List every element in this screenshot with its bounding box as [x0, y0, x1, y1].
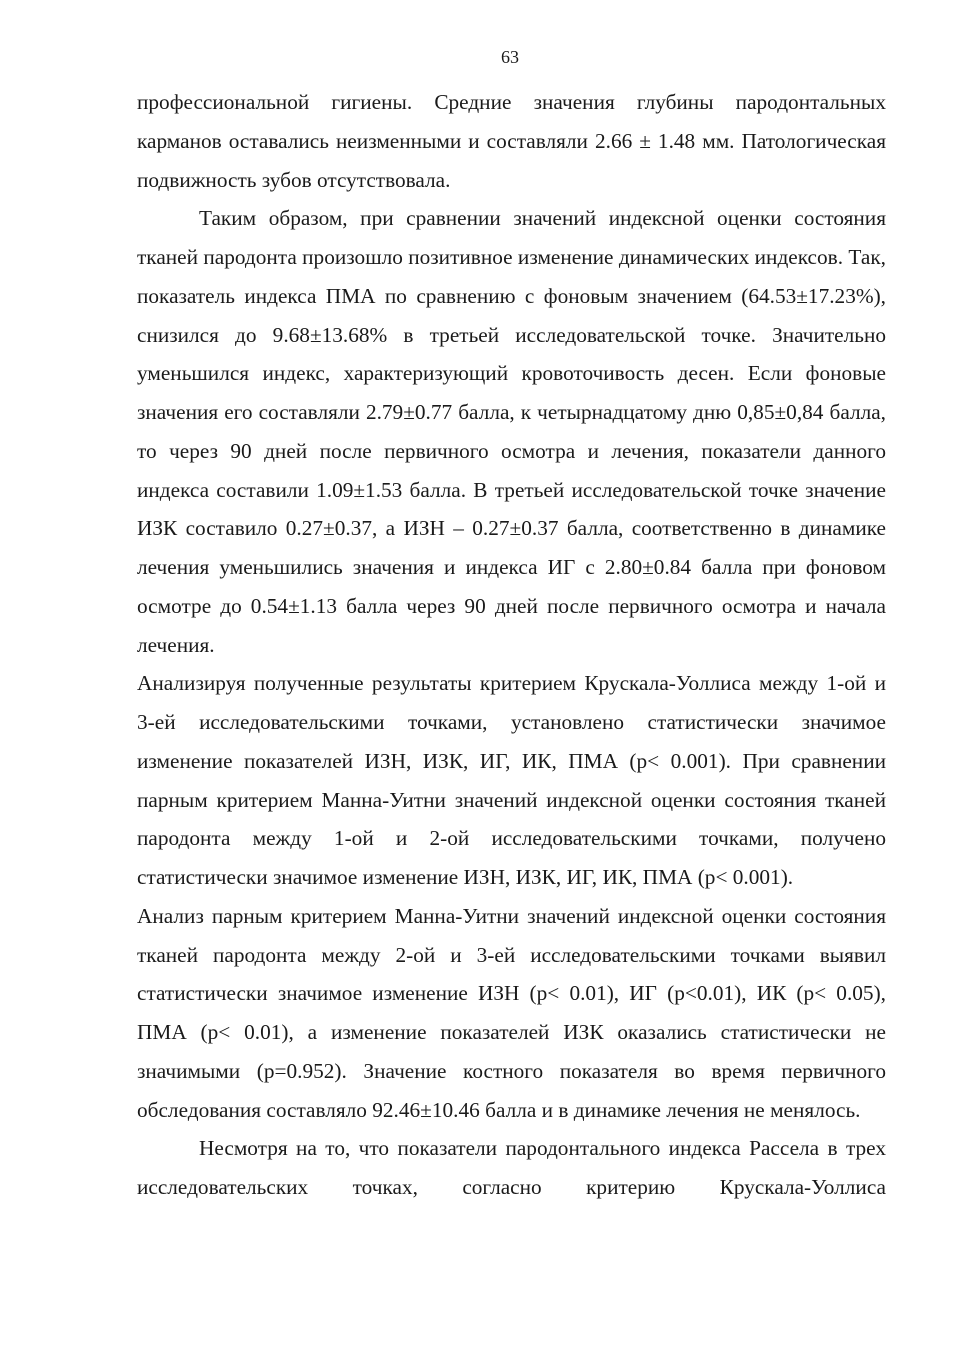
body-text: [137, 83, 886, 1207]
paragraph-1: профессиональной гигиены. Средние значения глубины пародонтальных карманов оставались неизменными и составляли 2.66 ± 1.48 мм. Патологическая подвижность зубов отсутствовала.: [137, 90, 886, 192]
paragraph-3: Анализируя полученные результаты критерием Крускала-Уоллиса между 1-ой и 3-ей исследовательскими точками, установлено статистически значимое изменение показателей ИЗН, ИЗК, ИГ, ИК, ПМА (p< 0.001). При сравнении парным критерием Манна-Уитни значений индексной оценки состояния тканей пародонта между 1-ой и 2-ой исследовательскими точками, получено статистически значимое изменение ИЗН, ИЗК, ИГ, ИК, ПМА (p< 0.001).: [137, 671, 886, 889]
paragraph-4: Анализ парным критерием Манна-Уитни значений индексной оценки состояния тканей пародонта между 2-ой и 3-ей исследовательскими точками выявил статистически значимое изменение ИЗН (p< 0.01), ИГ (p<0.01), ИК (p< 0.05), ПМА (p< 0.01), а изменение показателей ИЗК оказались статистически не значимыми (p=0.952). Значение костного показателя во время первичного обследования составляло 92.46±10.46 балла и в динамике лечения не менялось.: [137, 903, 886, 1122]
paragraph-2: Таким образом, при сравнении значений индексной оценки состояния тканей пародонта произошло позитивное изменение динамических индексов. Так, показатель индекса ПМА по сравнению с фоновым значением (64.53±17.23%), снизился до 9.68±13.68% в третьей исследовательской точке. Значительно уменьшился индекс, характеризующий кровоточивость десен. Если фоновые значения его составляли 2.79±0.77 балла, к четырнадцатому дню 0,85±0,84 балла, то через 90 дней после первичного осмотра и лечения, показатели данного индекса составили 1.09±1.53 балла. В третьей исследовательской точке значение ИЗК составило 0.27±0.37, а ИЗН – 0.27±0.37 балла, соответственно в динамике лечения уменьшились значения и индекса ИГ с 2.80±0.84 балла при фоновом осмотре до 0.54±1.13 балла через 90 дней после первичного осмотра и начала лечения.: [137, 206, 886, 657]
paragraph-5: Несмотря на то, что показатели пародонтального индекса Рассела в трех исследовательских точках, согласно критерию Крускала-Уоллиса: [137, 1136, 886, 1199]
page-number: 63: [501, 47, 519, 67]
